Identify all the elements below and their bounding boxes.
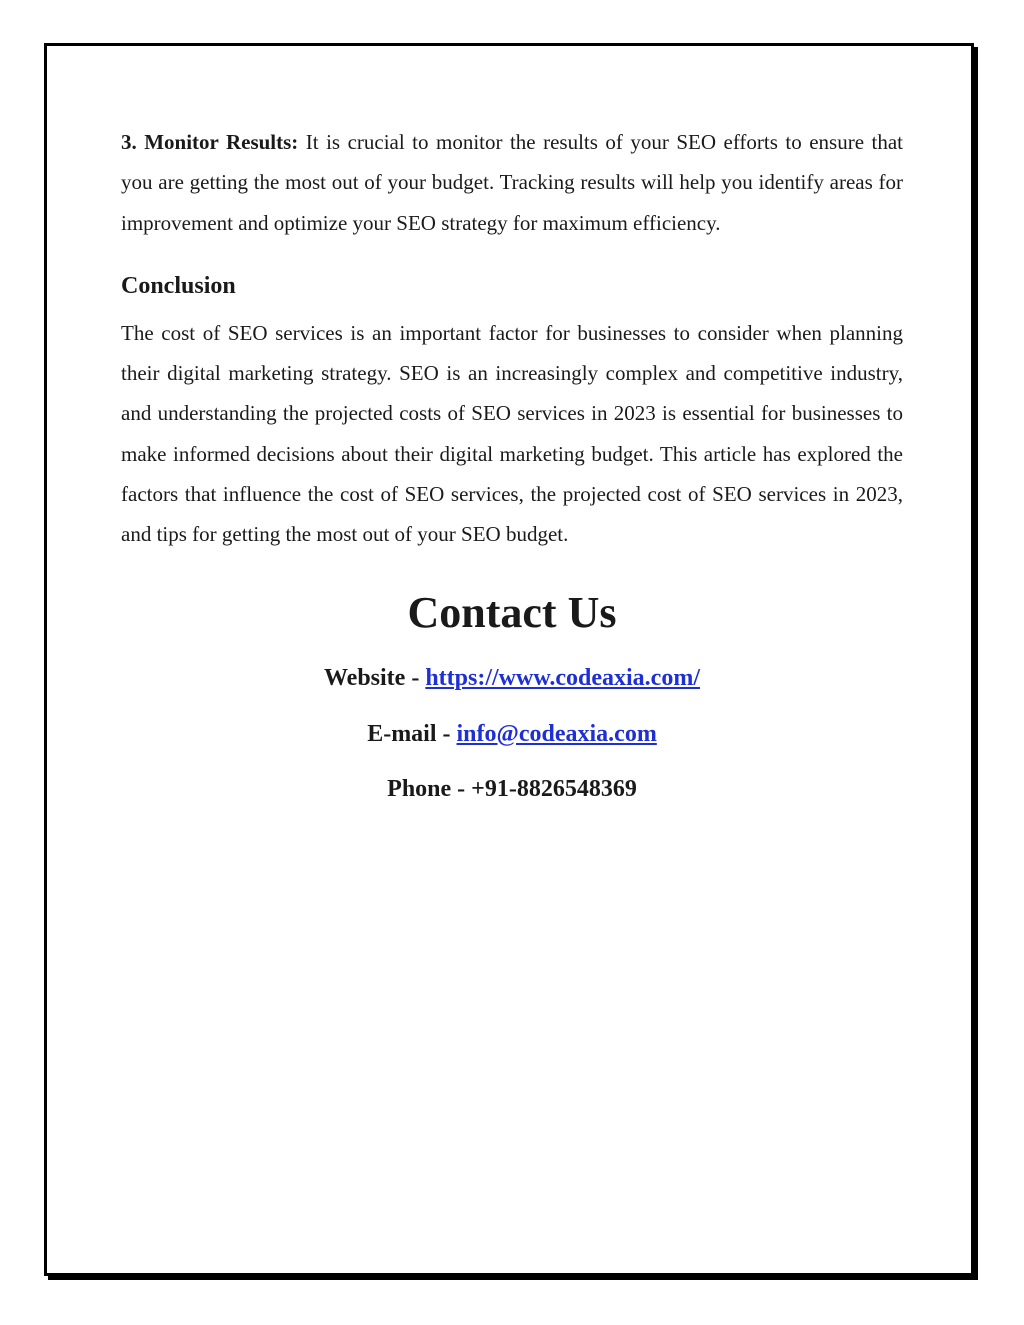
contact-phone-line — [121, 774, 903, 804]
page-content — [121, 122, 903, 804]
monitor-results-paragraph — [121, 122, 903, 243]
phone-label: Phone - — [387, 775, 472, 802]
contact-title: Contact Us — [407, 587, 617, 637]
email-label: E-mail - — [367, 720, 457, 747]
conclusion-paragraph: The cost of SEO services is an important factor for businesses to consider when planning their digital marketing strategy. SEO is an increasingly complex and competitive industry, and understanding the projected costs of SEO services in 2023 is essential for businesses to make informed decisions about their digital marketing budget. This article has explored the factors that influence the cost of SEO services, the projected cost of SEO services in 2023, and tips for getting the most out of your SEO budget. — [121, 320, 903, 547]
email-link[interactable]: info@codeaxia.com — [456, 720, 657, 747]
contact-website-line — [121, 663, 903, 693]
contact-email-line — [121, 719, 903, 749]
monitor-results-lead: 3. Monitor Results: — [121, 130, 299, 154]
website-label: Website - — [324, 664, 426, 691]
website-link[interactable]: https://www.codeaxia.com/ — [425, 664, 700, 691]
conclusion-heading: Conclusion — [121, 272, 236, 299]
monitor-results-text: It is crucial to monitor the results of your SEO efforts to ensure that you are getting the most out of your budget. Tracking results will help you identify areas for improvement and optimize your SEO strategy for maximum efficiency. — [121, 130, 903, 235]
phone-number: +91-8826548369 — [471, 775, 637, 802]
